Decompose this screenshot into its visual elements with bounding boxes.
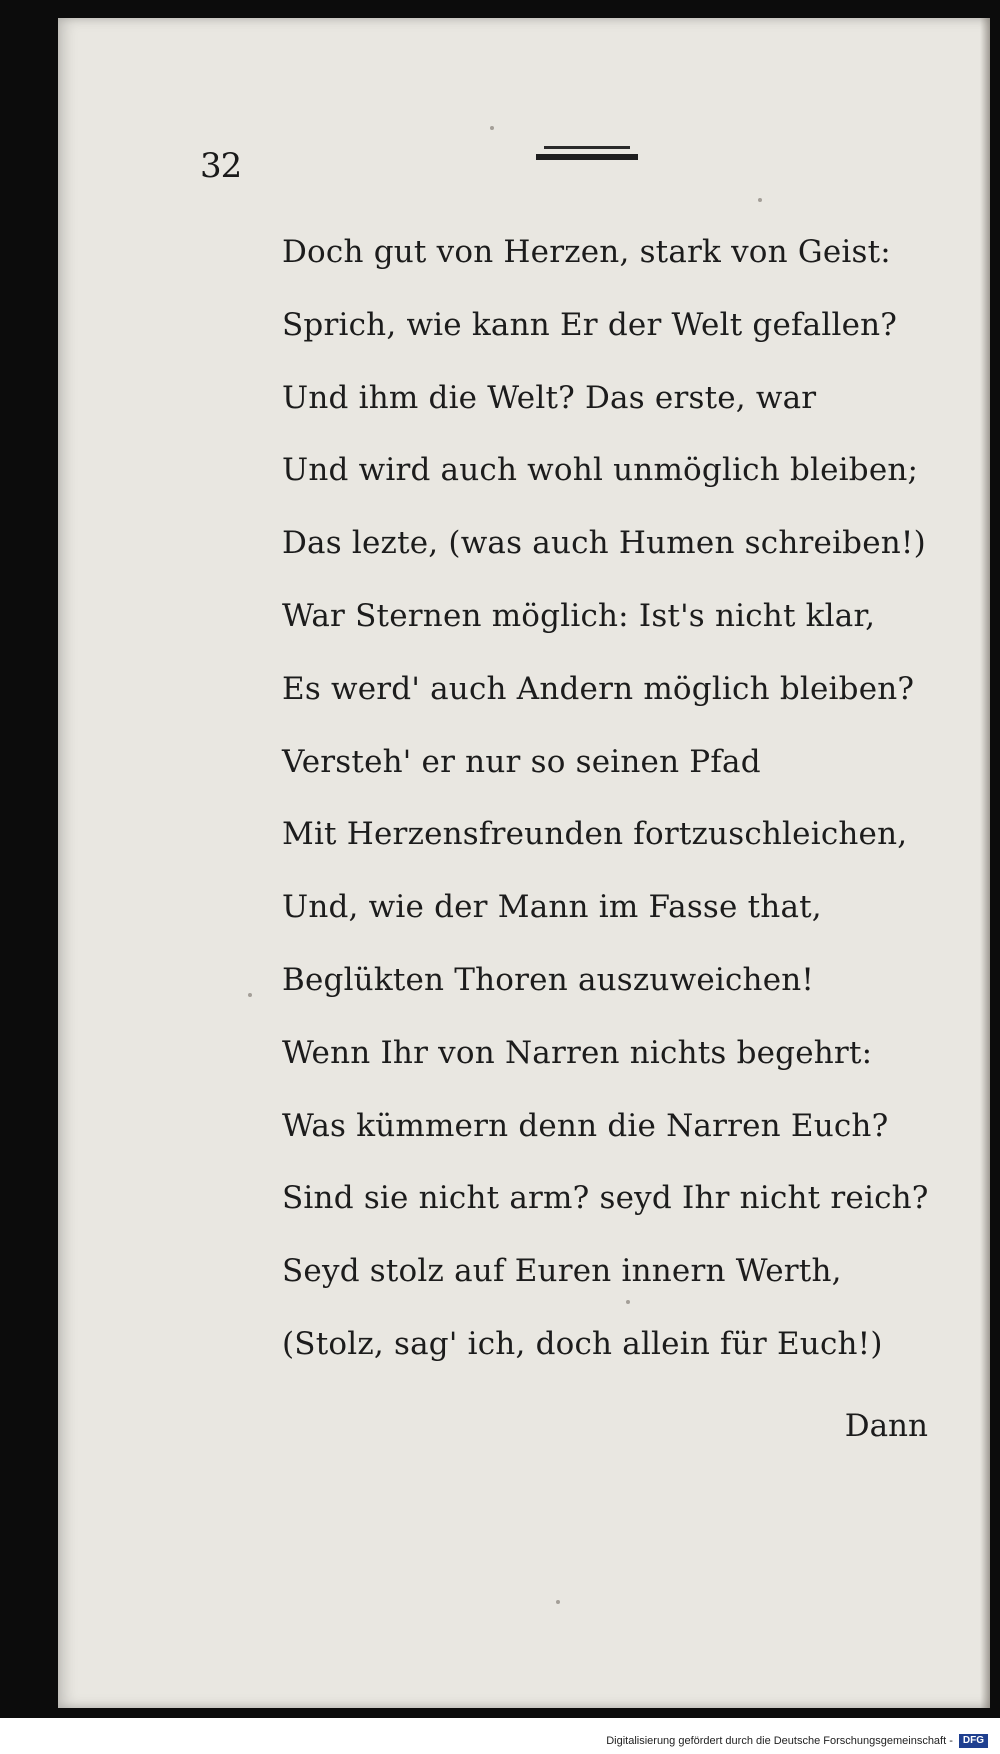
verse-line: (Stolz, sag' ich, doch allein für Euch!) bbox=[282, 1325, 883, 1362]
verse-line: Das lezte, (was auch Humen schreiben!) bbox=[282, 525, 926, 562]
verse-line: Versteh' er nur so seinen Pfad bbox=[282, 743, 761, 780]
verse-line: Beglükten Thoren auszuweichen! bbox=[282, 961, 815, 998]
footer-credit-text: Digitalisierung gefördert durch die Deutsche Forschungsgemeinschaft - bbox=[606, 1735, 953, 1747]
paper-speck bbox=[248, 993, 252, 997]
header-rule-thin bbox=[544, 146, 630, 149]
catchword: Dann bbox=[844, 1408, 928, 1444]
verse-line: Sprich, wie kann Er der Welt gefallen? bbox=[282, 306, 898, 343]
header-rule-thick bbox=[536, 154, 638, 160]
verse-line: Und, wie der Mann im Fasse that, bbox=[282, 889, 822, 926]
page-number: 32 bbox=[200, 146, 242, 186]
book-page bbox=[58, 18, 990, 1708]
verse-line: Es werd' auch Andern möglich bleiben? bbox=[282, 670, 915, 707]
footer-credit bbox=[0, 1728, 1000, 1754]
dfg-logo: DFG bbox=[959, 1734, 988, 1748]
verse-line: Und wird auch wohl unmöglich bleiben; bbox=[282, 452, 919, 489]
verse-line: Was kümmern denn die Narren Euch? bbox=[282, 1107, 889, 1144]
paper-speck bbox=[556, 1600, 560, 1604]
verse-line: Mit Herzensfreunden fortzuschleichen, bbox=[282, 816, 908, 853]
verse-block bbox=[282, 216, 982, 1381]
paper-speck bbox=[490, 126, 494, 130]
header-rule bbox=[536, 146, 638, 162]
verse-line: Sind sie nicht arm? seyd Ihr nicht reich? bbox=[282, 1180, 929, 1217]
verse-line: Und ihm die Welt? Das erste, war bbox=[282, 379, 817, 416]
verse-line: Seyd stolz auf Euren innern Werth, bbox=[282, 1253, 842, 1290]
paper-speck bbox=[758, 198, 762, 202]
verse-line: War Sternen möglich: Ist's nicht klar, bbox=[282, 597, 876, 634]
verse-line: Wenn Ihr von Narren nichts begehrt: bbox=[282, 1034, 873, 1071]
paper-speck bbox=[626, 1300, 630, 1304]
verse-line: Doch gut von Herzen, stark von Geist: bbox=[282, 234, 891, 270]
